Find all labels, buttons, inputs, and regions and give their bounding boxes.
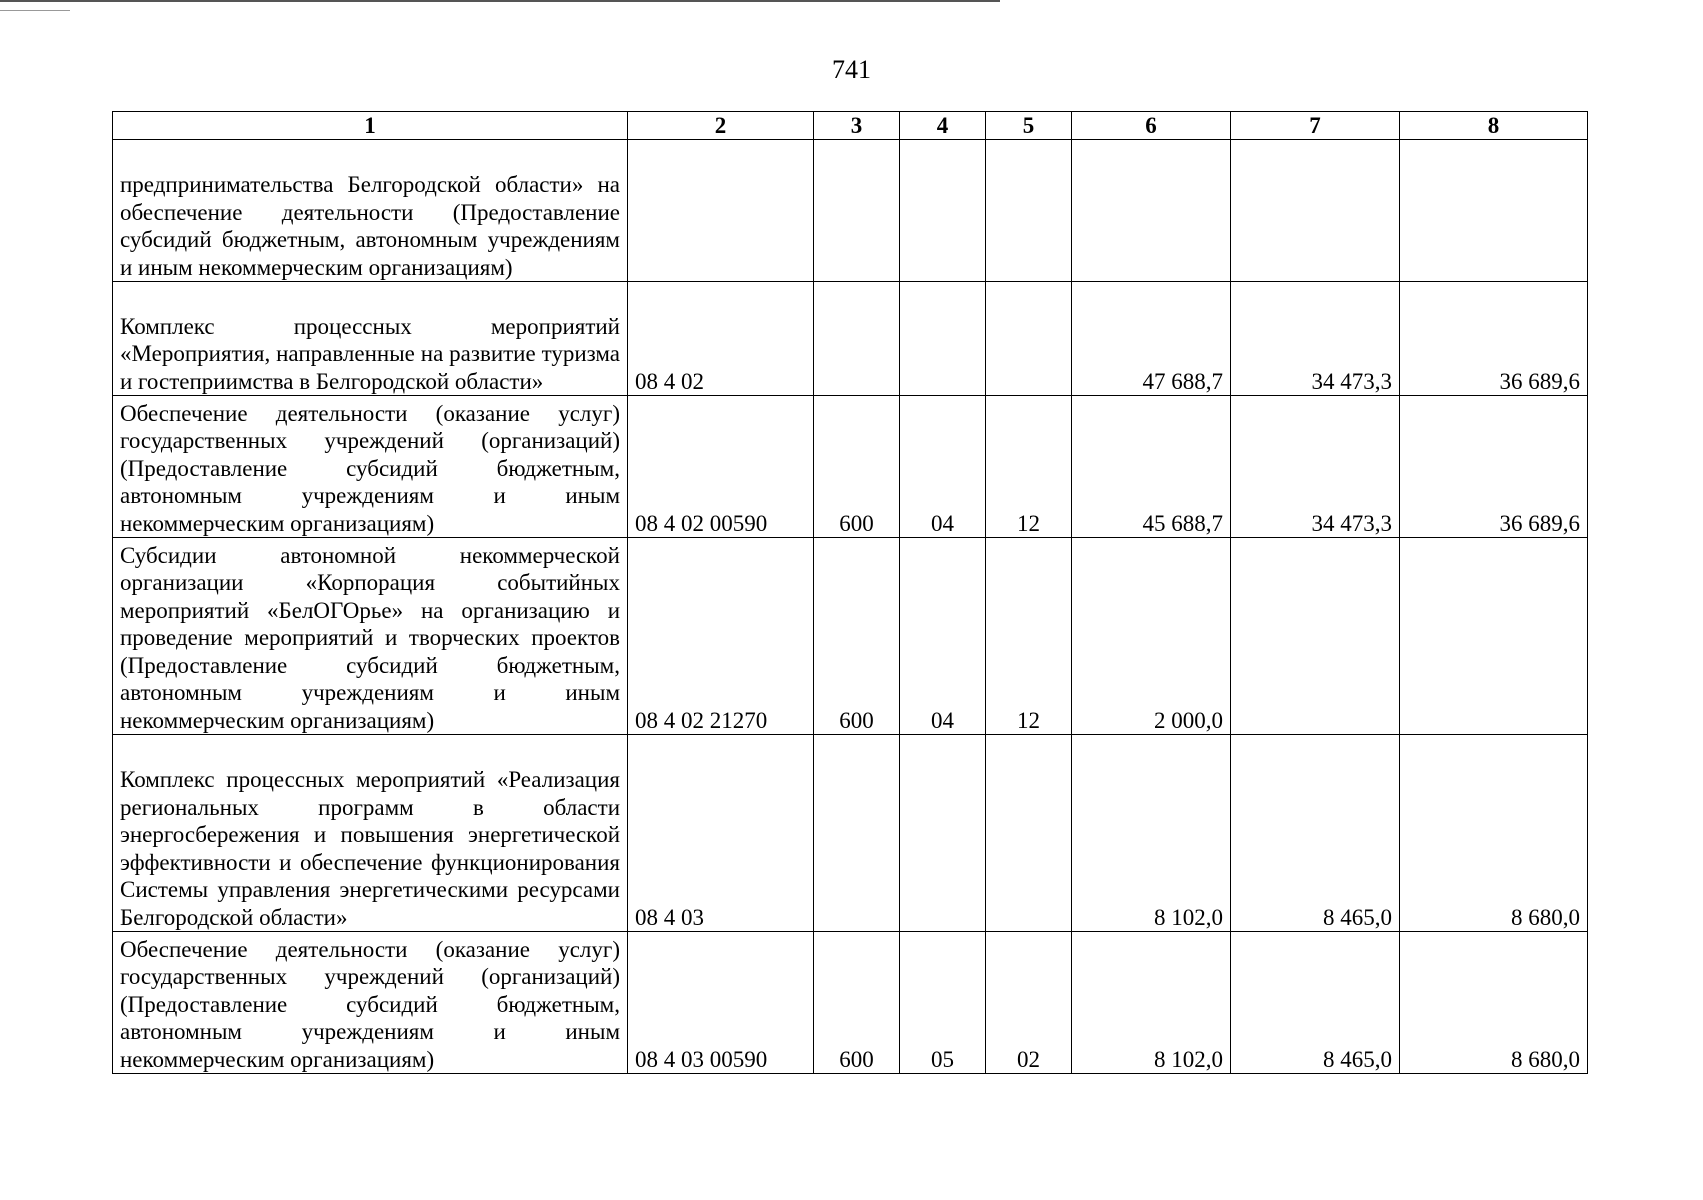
row-col3: 600	[814, 396, 900, 538]
row-code: 08 4 03	[628, 735, 814, 932]
column-header: 2	[628, 112, 814, 140]
row-col3: 600	[814, 932, 900, 1074]
row-col8	[1400, 538, 1588, 735]
row-col4: 05	[900, 932, 986, 1074]
table-row	[113, 735, 1588, 932]
row-col3	[814, 735, 900, 932]
column-header: 4	[900, 112, 986, 140]
row-col4: 04	[900, 538, 986, 735]
row-col7	[1231, 538, 1400, 735]
row-code: 08 4 03 00590	[628, 932, 814, 1074]
column-header: 3	[814, 112, 900, 140]
table-row	[113, 538, 1588, 735]
row-col7: 8 465,0	[1231, 932, 1400, 1074]
row-col6: 2 000,0	[1072, 538, 1231, 735]
row-col5: 12	[986, 396, 1072, 538]
table-row	[113, 932, 1588, 1074]
row-col6	[1072, 140, 1231, 282]
table-row	[113, 282, 1588, 396]
row-col5: 02	[986, 932, 1072, 1074]
row-col3: 600	[814, 538, 900, 735]
row-col3	[814, 140, 900, 282]
row-col7	[1231, 140, 1400, 282]
header-row	[113, 112, 1588, 140]
top-rule	[0, 0, 1000, 2]
row-col5: 12	[986, 538, 1072, 735]
row-description: предпринимательства Белгородской области» на обеспечение деятельности (Предоставление субсидий бюджетным, автономным учреждениям и иным некоммерческим организациям)	[113, 140, 628, 282]
row-description: Обеспечение деятельности (оказание услуг) государственных учреждений (организаций) (Предоставление субсидий бюджетным, автономным учреждениям и иным некоммерческим организациям)	[113, 396, 628, 538]
page-number: 741	[832, 55, 871, 84]
column-header: 8	[1400, 112, 1588, 140]
column-header: 1	[113, 112, 628, 140]
column-header: 7	[1231, 112, 1400, 140]
row-col4: 04	[900, 396, 986, 538]
row-col7: 34 473,3	[1231, 396, 1400, 538]
row-col6: 8 102,0	[1072, 932, 1231, 1074]
row-col8: 8 680,0	[1400, 735, 1588, 932]
row-col8: 36 689,6	[1400, 282, 1588, 396]
row-col5	[986, 735, 1072, 932]
row-code	[628, 140, 814, 282]
budget-table	[112, 111, 1588, 1074]
row-col6: 8 102,0	[1072, 735, 1231, 932]
row-col7: 8 465,0	[1231, 735, 1400, 932]
row-col7: 34 473,3	[1231, 282, 1400, 396]
row-col3	[814, 282, 900, 396]
row-code: 08 4 02 00590	[628, 396, 814, 538]
row-col4	[900, 735, 986, 932]
row-description: Обеспечение деятельности (оказание услуг) государственных учреждений (организаций) (Предоставление субсидий бюджетным, автономным учреждениям и иным некоммерческим организациям)	[113, 932, 628, 1074]
row-col8: 36 689,6	[1400, 396, 1588, 538]
row-col4	[900, 140, 986, 282]
row-col4	[900, 282, 986, 396]
row-col6: 47 688,7	[1072, 282, 1231, 396]
column-header: 5	[986, 112, 1072, 140]
table-row	[113, 396, 1588, 538]
row-code: 08 4 02	[628, 282, 814, 396]
row-description: Комплекс процессных мероприятий «Мероприятия, направленные на развитие туризма и гостеприимства в Белгородской области»	[113, 282, 628, 396]
row-description: Субсидии автономной некоммерческой организации «Корпорация событийных мероприятий «БелОГОрье» на организацию и проведение мероприятий и творческих проектов (Предоставление субсидий бюджетным, автономным учреждениям и иным некоммерческим организациям)	[113, 538, 628, 735]
column-header: 6	[1072, 112, 1231, 140]
top-rule-short	[0, 10, 70, 11]
table-row	[113, 140, 1588, 282]
row-col6: 45 688,7	[1072, 396, 1231, 538]
row-description: Комплекс процессных мероприятий «Реализация региональных программ в области энергосбережения и повышения энергетической эффективности и обеспечение функционирования Системы управления энергетическими ресурсами Белгородской области»	[113, 735, 628, 932]
row-col8: 8 680,0	[1400, 932, 1588, 1074]
row-col5	[986, 282, 1072, 396]
row-code: 08 4 02 21270	[628, 538, 814, 735]
row-col8	[1400, 140, 1588, 282]
row-col5	[986, 140, 1072, 282]
